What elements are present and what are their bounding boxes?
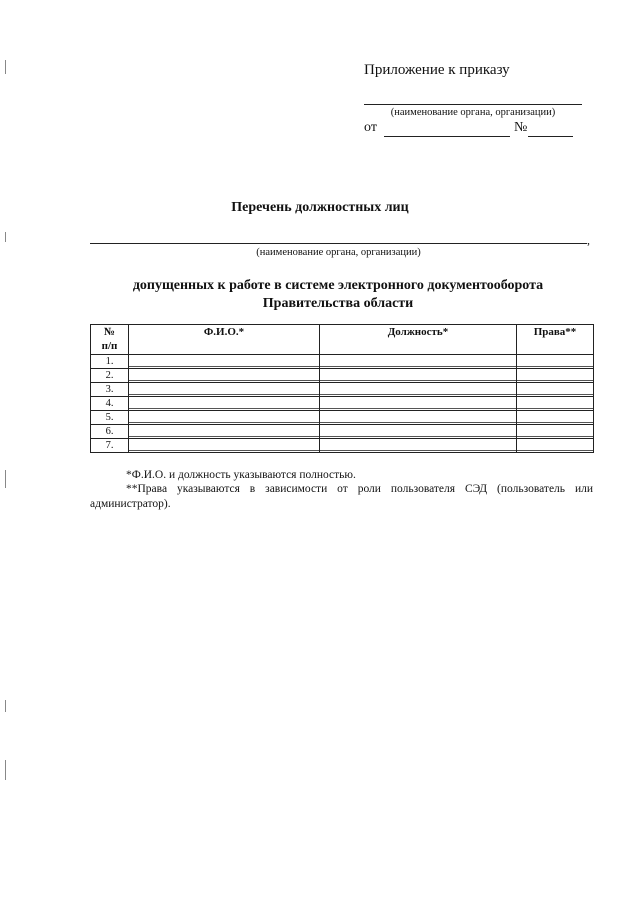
row-number: 5. <box>91 411 129 425</box>
document-org-caption: (наименование органа, организации) <box>256 247 421 258</box>
scan-mark <box>5 760 6 780</box>
footnote-name-position: *Ф.И.О. и должность указываются полностью. <box>126 469 356 481</box>
document-subtitle-line2: Правительства области <box>262 296 414 311</box>
rights-cell[interactable] <box>517 439 594 453</box>
name-cell[interactable] <box>129 425 320 439</box>
rights-cell[interactable] <box>517 425 594 439</box>
appendix-title: Приложение к приказу <box>364 62 510 78</box>
row-number: 2. <box>91 369 129 383</box>
table-row <box>91 439 594 453</box>
row-number: 1. <box>91 355 129 369</box>
header-position: Должность* <box>320 325 517 355</box>
header-number-line2: п/п <box>101 340 118 352</box>
scan-mark <box>5 60 6 74</box>
document-org-line <box>90 243 587 244</box>
appendix-org-line <box>364 104 582 105</box>
position-cell[interactable] <box>320 383 517 397</box>
rights-cell[interactable] <box>517 369 594 383</box>
header-number <box>91 325 129 355</box>
name-cell[interactable] <box>129 397 320 411</box>
name-cell[interactable] <box>129 439 320 453</box>
position-cell[interactable] <box>320 355 517 369</box>
header-name: Ф.И.О.* <box>129 325 320 355</box>
name-cell[interactable] <box>129 355 320 369</box>
header-number-line1: № <box>103 326 116 338</box>
scan-mark <box>5 232 6 242</box>
appendix-from-label: от <box>364 120 377 135</box>
position-cell[interactable] <box>320 425 517 439</box>
table-row <box>91 397 594 411</box>
rights-cell[interactable] <box>517 411 594 425</box>
name-cell[interactable] <box>129 411 320 425</box>
rights-cell[interactable] <box>517 383 594 397</box>
position-cell[interactable] <box>320 439 517 453</box>
document-org-comma: , <box>587 233 590 247</box>
name-cell[interactable] <box>129 383 320 397</box>
row-number: 7. <box>91 439 129 453</box>
document-title: Перечень должностных лиц <box>231 200 409 215</box>
appendix-number-label: № <box>514 120 528 135</box>
row-number: 4. <box>91 397 129 411</box>
table-row <box>91 425 594 439</box>
appendix-date-line <box>384 136 510 137</box>
document-subtitle-line1: допущенных к работе в системе электронного документооборота <box>132 278 544 293</box>
name-cell[interactable] <box>129 369 320 383</box>
table-row <box>91 369 594 383</box>
scan-mark <box>5 700 6 712</box>
rights-cell[interactable] <box>517 355 594 369</box>
position-cell[interactable] <box>320 369 517 383</box>
row-number: 3. <box>91 383 129 397</box>
table-row <box>91 355 594 369</box>
table-row <box>91 411 594 425</box>
table-row <box>91 383 594 397</box>
position-cell[interactable] <box>320 397 517 411</box>
table-header-row <box>91 325 594 355</box>
position-cell[interactable] <box>320 411 517 425</box>
rights-cell[interactable] <box>517 397 594 411</box>
staff-table <box>90 324 594 453</box>
row-number: 6. <box>91 425 129 439</box>
footnote-rights: **Права указываются в зависимости от роли пользователя СЭД (пользователь или администратор). <box>90 483 593 510</box>
header-rights: Права** <box>517 325 594 355</box>
appendix-number-line <box>528 136 573 137</box>
scan-mark <box>5 470 6 488</box>
appendix-org-caption: (наименование органа, организации) <box>390 107 556 118</box>
